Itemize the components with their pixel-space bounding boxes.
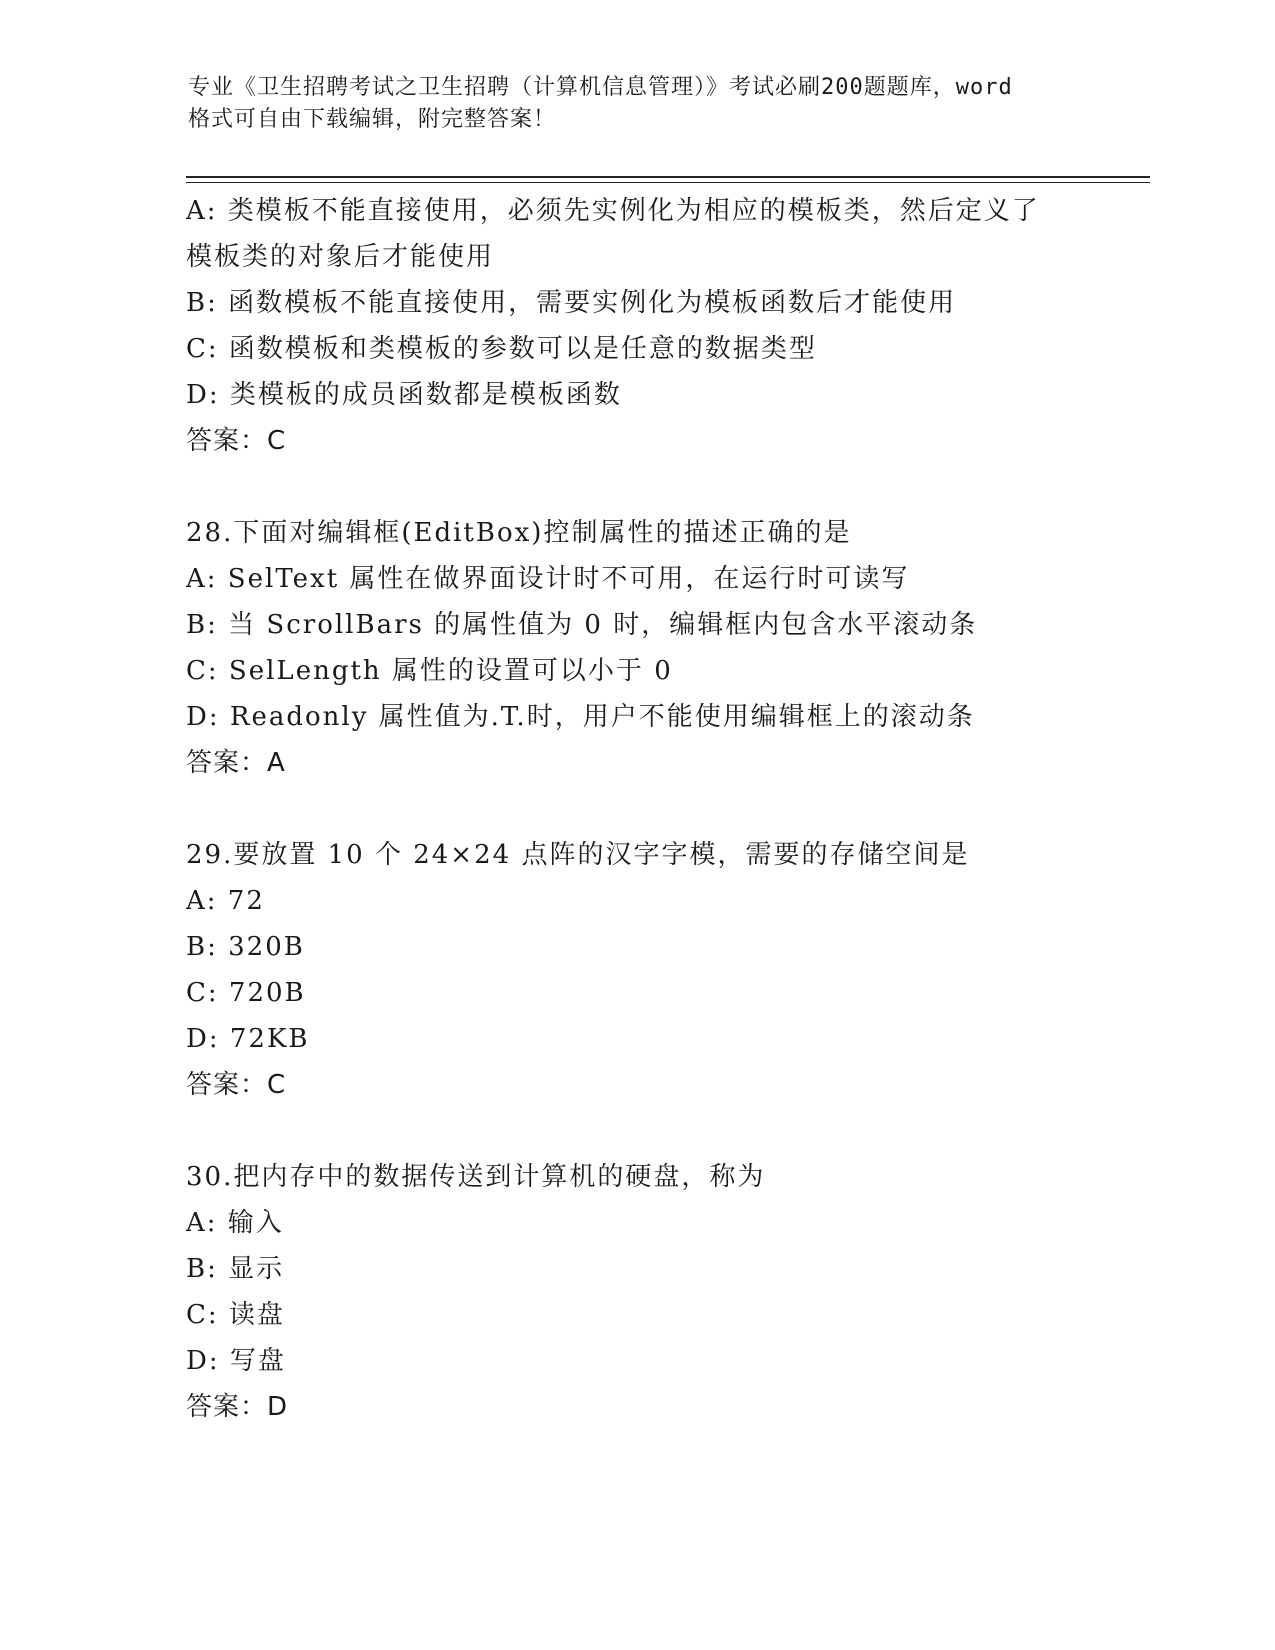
header-title-line-2: 格式可自由下载编辑，附完整答案！: [188, 107, 557, 132]
q30-option-c: C: 读盘: [186, 1300, 285, 1330]
q27-option-a-continued: 模板类的对象后才能使用: [186, 242, 495, 272]
spacer: [186, 786, 1146, 832]
q29-question: 29.要放置 10 个 24×24 点阵的汉字字模，需要的存储空间是: [186, 840, 970, 870]
q30-option-a: A: 输入: [186, 1208, 284, 1238]
q28-question: 28.下面对编辑框(EditBox)控制属性的描述正确的是: [186, 518, 852, 548]
q28-answer: 答案：A: [186, 748, 286, 778]
q27-option-d: D: 类模板的成员函数都是模板函数: [186, 380, 622, 410]
q29-answer: 答案：C: [186, 1070, 287, 1100]
q30-answer: 答案：D: [186, 1392, 289, 1422]
page-header: [188, 72, 1088, 136]
q29-option-d: D: 72KB: [186, 1024, 310, 1054]
q28-option-b: B: 当 ScrollBars 的属性值为 0 时，编辑框内包含水平滚动条: [186, 610, 978, 640]
header-title-line-1: 专业《卫生招聘考试之卫生招聘（计算机信息管理）》考试必刷200题题库，word: [188, 75, 1013, 100]
spacer: [186, 464, 1146, 510]
q28-option-d: D: Readonly 属性值为.T.时，用户不能使用编辑框上的滚动条: [186, 702, 975, 732]
spacer: [186, 1108, 1146, 1154]
question-28-block: [186, 510, 1146, 786]
q27-option-a: A: 类模板不能直接使用，必须先实例化为相应的模板类，然后定义了: [186, 196, 1040, 226]
q29-option-a: A: 72: [186, 886, 265, 916]
header-divider-thin: [186, 182, 1150, 183]
question-27-block: [186, 188, 1146, 464]
q29-option-b: B: 320B: [186, 932, 305, 962]
q27-option-c: C: 函数模板和类模板的参数可以是任意的数据类型: [186, 334, 817, 364]
q29-option-c: C: 720B: [186, 978, 306, 1008]
q28-option-a: A: SelText 属性在做界面设计时不可用，在运行时可读写: [186, 564, 910, 594]
question-30-block: [186, 1154, 1146, 1430]
q28-option-c: C: SelLength 属性的设置可以小于 0: [186, 656, 673, 686]
q27-option-b: B: 函数模板不能直接使用，需要实例化为模板函数后才能使用: [186, 288, 957, 318]
question-content: [186, 188, 1146, 1430]
q27-answer: 答案：C: [186, 426, 287, 456]
question-29-block: [186, 832, 1146, 1108]
q30-option-b: B: 显示: [186, 1254, 285, 1284]
q30-option-d: D: 写盘: [186, 1346, 286, 1376]
header-divider-thick: [186, 176, 1150, 178]
q30-question: 30.把内存中的数据传送到计算机的硬盘，称为: [186, 1162, 766, 1192]
